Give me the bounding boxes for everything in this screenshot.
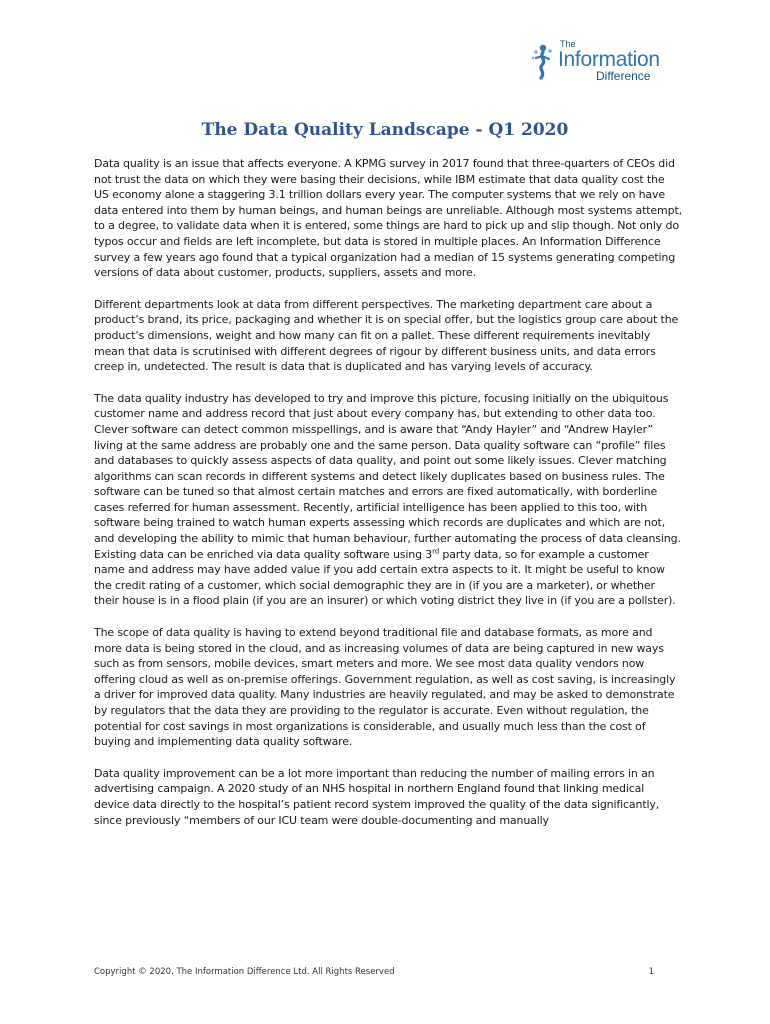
superscript-rd: rd <box>432 547 440 555</box>
paragraph-5: Data quality improvement can be a lot more important than reducing the number of mailing errors in an advertising campaign. A 2020 study of an NHS hospital in northern England found that linking medical device data directly to the hospital’s patient record system improved the quality of the data significantly, since previously “members of our ICU team were double-documenting and manually <box>94 766 660 827</box>
document-body <box>94 156 682 844</box>
logo-figure-icon <box>530 44 556 80</box>
logo-text <box>558 40 660 82</box>
footer-copyright: Copyright © 2020. The Information Difference Ltd. All Rights Reserved <box>94 967 395 977</box>
logo-line-information: Information <box>558 48 660 71</box>
page-footer <box>94 967 654 977</box>
paragraph-4: The scope of data quality is having to extend beyond traditional file and database formats, as more and more data is being stored in the cloud, and as increasing volumes of data are being captured in new ways such as from sensors, mobile devices, smart meters and more. We see most data quality vendors now offering cloud as well as on-premise offerings. Government regulation, as well as cost saving, is increasingly a driver for improved data quality. Many industries are heavily regulated, and may be asked to demonstrate by regulators that the data they are providing to the regulator is accurate. Even without regulation, the potential for cost savings in most organizations is considerable, and usually much less than the cost of buying and implementing data quality software. <box>94 626 676 749</box>
page-number: 1 <box>648 967 654 977</box>
logo-line-difference: Difference <box>596 69 651 83</box>
document-title: The Data Quality Landscape - Q1 2020 <box>201 120 569 140</box>
paragraph-3 <box>94 391 682 609</box>
company-logo <box>530 40 680 86</box>
paragraph-3-part-b: party data, so for example a customer name and address may have added value if you add certain extra aspects to it. It might be useful to know the credit rating of a customer, which social demographic they are in (if you are a marketer), or whether their house is in a flood plain (if you are an insurer) or which voting district they live in (if you are a pollster). <box>94 547 676 608</box>
logo-line-the: The <box>560 39 576 49</box>
paragraph-1: Data quality is an issue that affects everyone. A KPMG survey in 2017 found that three-quarters of CEOs did not trust the data on which they were basing their decisions, while IBM estimate that data quality cost the US economy alone a staggering 3.1 trillion dollars every year. The computer systems that we rely on have data entered into them by human beings, and human beings are unreliable. Although most systems attempt, to a degree, to validate data when it is entered, some things are hard to pick up and slip though. Not only do typos occur and fields are left incomplete, but data is stored in multiple places. An Information Difference survey a few years ago found that a typical organization had a median of 15 systems generating competing versions of data about customer, products, suppliers, assets and more. <box>94 157 682 280</box>
paragraph-2: Different departments look at data from different perspectives. The marketing department care about a product’s brand, its price, packaging and whether it is on special offer, but the logistics group care about the product’s dimensions, weight and how many can fit on a pallet. These different requirements inevitably mean that data is scrutinised with different degrees of rigour by different business units, and data errors creep in, undetected. The result is data that is duplicated and has varying levels of accuracy. <box>94 297 679 374</box>
paragraph-3-part-a: The data quality industry has developed to try and improve this picture, focusing initially on the ubiquitous customer name and address record that just about every company has, but extending to other data too. Clever software can detect common misspellings, and is aware that “Andy Hayler” and “Andrew Hayler” living at the same address are probably one and the same person. Data quality software can “profile” files and databases to quickly assess aspects of data quality, and point out some likely issues. Clever matching algorithms can scan records in different systems and detect likely duplicates based on business rules. The software can be tuned so that almost certain matches and errors are fixed automatically, with borderline cases referred for human assessment. Recently, artificial intelligence has been applied to this too, with software being trained to watch human experts assessing which records are duplicates and which are not, and developing the ability to mimic that human behaviour, further automating the process of data cleansing. Existing data can be enriched via data quality software using 3 <box>94 391 681 561</box>
